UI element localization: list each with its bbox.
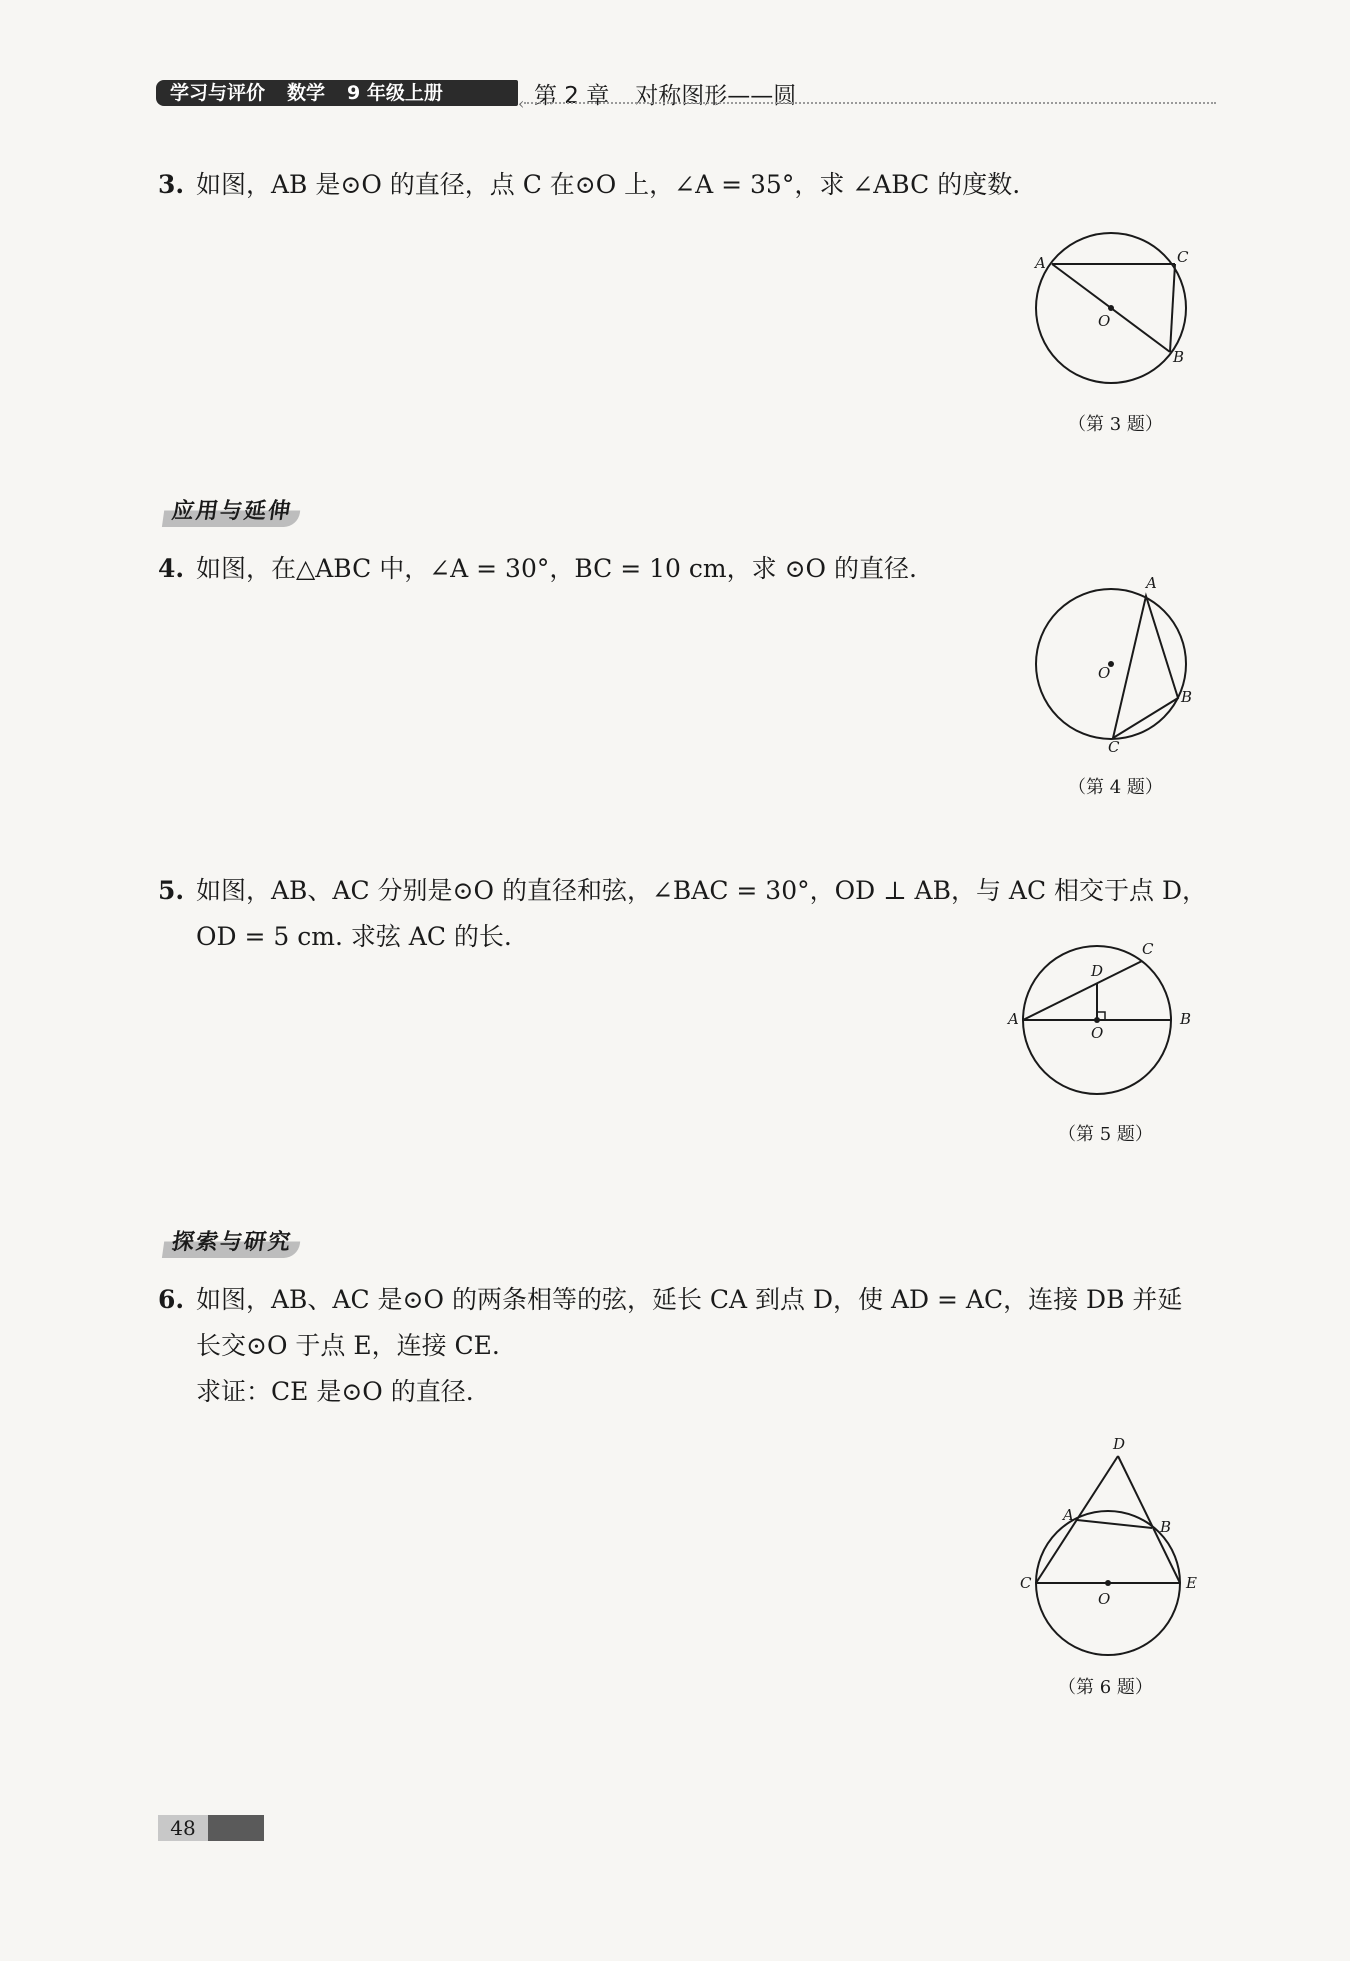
caption-5: （第 5 题） [1058, 1124, 1153, 1145]
page-number: 48 [158, 1815, 208, 1841]
chord-ab [1077, 1520, 1152, 1528]
section-heading: 应用与延伸 [162, 497, 302, 527]
header-arrow-icon: ‹ [518, 94, 525, 113]
question-6-prove: 求证：CE 是⊙O 的直径. [196, 1377, 474, 1406]
label-o: O [1091, 1024, 1104, 1042]
label-o: O [1098, 1590, 1111, 1608]
question-text: 如图，AB、AC 是⊙O 的两条相等的弦，延长 CA 到点 D，使 AD = AC，连接 DB 并延 [196, 1285, 1183, 1314]
question-number: 4. [158, 554, 185, 583]
center-point [1094, 1017, 1100, 1023]
book-series: 学习与评价 [170, 82, 266, 104]
caption-3: （第 3 题） [1068, 414, 1163, 435]
chapter-name: 对称图形——圆 [635, 83, 797, 109]
chord-ac [1023, 961, 1142, 1020]
caption-4: （第 4 题） [1068, 777, 1163, 798]
question-number: 6. [158, 1285, 185, 1314]
label-b: B [1173, 348, 1185, 366]
center-point [1105, 1580, 1111, 1586]
label-b: B [1160, 1518, 1172, 1536]
question-3 [158, 162, 1020, 208]
label-c: C [1020, 1574, 1032, 1592]
label-o: O [1098, 664, 1111, 682]
question-number: 3. [158, 170, 185, 199]
question-number: 5. [158, 876, 185, 905]
label-c: C [1177, 248, 1189, 266]
figure-3 [1020, 222, 1220, 397]
label-d: D [1091, 962, 1104, 980]
label-a: A [1063, 1506, 1074, 1524]
figure-4 [1020, 574, 1220, 759]
triangle-abc [1113, 596, 1178, 738]
center-point [1108, 305, 1114, 311]
label-a: A [1008, 1010, 1019, 1028]
question-5 [158, 868, 1207, 914]
figure-6 [1010, 1432, 1220, 1682]
question-text: 如图，AB 是⊙O 的直径，点 C 在⊙O 上，∠A = 35°，求 ∠ABC 的度数. [196, 170, 1021, 199]
book-subject: 数学 [287, 82, 326, 104]
label-a: A [1146, 574, 1157, 592]
question-text: 如图，AB、AC 分别是⊙O 的直径和弦，∠BAC = 30°，OD ⊥ AB，与 AC 相交于点 D， [196, 876, 1208, 905]
label-b: B [1181, 688, 1193, 706]
question-text: 如图，在△ABC 中，∠A = 30°，BC = 10 cm，求 ⊙O 的直径. [196, 554, 917, 583]
label-a: A [1035, 254, 1046, 272]
page-number-bar [208, 1815, 264, 1841]
label-o: O [1098, 312, 1111, 330]
question-5-continued: OD = 5 cm. 求弦 AC 的长. [196, 922, 512, 951]
label-e: E [1186, 1574, 1197, 1592]
chapter-number: 第 2 章 [534, 83, 610, 109]
book-title-badge [156, 80, 518, 106]
chapter-title [534, 77, 822, 110]
caption-6: （第 6 题） [1058, 1677, 1153, 1698]
section-heading: 探索与研究 [162, 1228, 302, 1258]
label-c: C [1108, 738, 1120, 756]
question-6 [158, 1277, 1182, 1323]
label-b: B [1180, 1010, 1192, 1028]
figure-5 [1000, 932, 1210, 1112]
question-6-continued: 长交⊙O 于点 E，连接 CE. [196, 1331, 500, 1360]
label-c: C [1142, 940, 1154, 958]
book-grade: 9 年级上册 [347, 82, 443, 104]
header-rule [524, 102, 1216, 104]
line-cd [1036, 1456, 1118, 1583]
chord-cb [1170, 264, 1175, 352]
question-4 [158, 546, 917, 592]
label-d: D [1113, 1435, 1126, 1453]
